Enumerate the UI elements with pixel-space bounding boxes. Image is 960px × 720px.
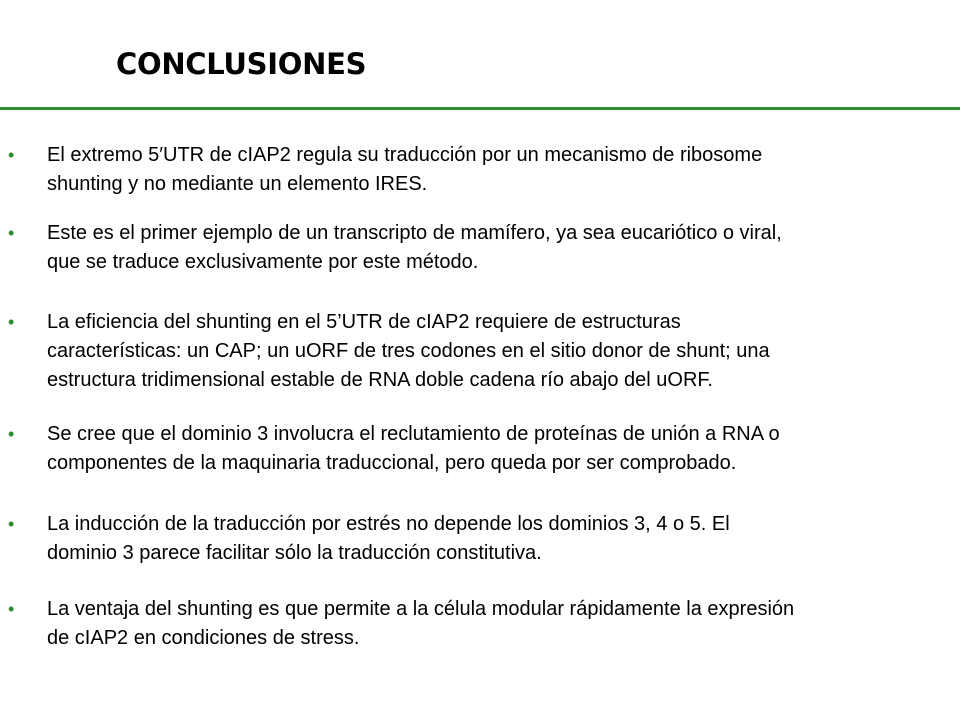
bullet-line: El extremo 5′UTR de cIAP2 regula su traducción por un mecanismo de ribosome [47,144,763,166]
bullet-line: de cIAP2 en condiciones de stress. [47,627,360,649]
bullet-line: que se traduce exclusivamente por este método. [47,251,479,273]
bullet-line: Se cree que el dominio 3 involucra el reclutamiento de proteínas de unión a RNA o [47,423,780,445]
bullet-line: La ventaja del shunting es que permite a la célula modular rápidamente la expresión [47,598,795,620]
bullet-icon: • [8,424,15,444]
bullet-line: componentes de la maquinaria traduccional, pero queda por ser comprobado. [47,452,737,474]
bullet-line: estructura tridimensional estable de RNA doble cadena río abajo del uORF. [47,369,713,391]
bullet-icon: • [8,514,15,534]
bullet-line: dominio 3 parece facilitar sólo la traducción constitutiva. [47,542,542,564]
bullet-text [47,219,952,277]
bullet-icon: • [8,312,15,332]
title-divider [0,107,960,110]
bullet-line: La inducción de la traducción por estrés no depende los dominios 3, 4 o 5. El [47,513,730,535]
bullet-icon: • [8,599,15,619]
slide-title: CONCLUSIONES [116,47,367,81]
bullet-text [47,595,952,653]
bullet-icon: • [8,223,15,243]
bullet-icon: • [8,145,15,165]
bullet-line: características: un CAP; un uORF de tres codones en el sitio donor de shunt; una [47,340,770,362]
bullet-line: Este es el primer ejemplo de un transcripto de mamífero, ya sea eucariótico o viral, [47,222,782,244]
bullet-text [47,141,952,199]
bullet-text [47,420,952,478]
bullet-text [47,510,952,568]
bullet-line: La eficiencia del shunting en el 5’UTR de cIAP2 requiere de estructuras [47,311,681,333]
bullet-line: shunting y no mediante un elemento IRES. [47,173,428,195]
bullet-text [47,308,952,395]
